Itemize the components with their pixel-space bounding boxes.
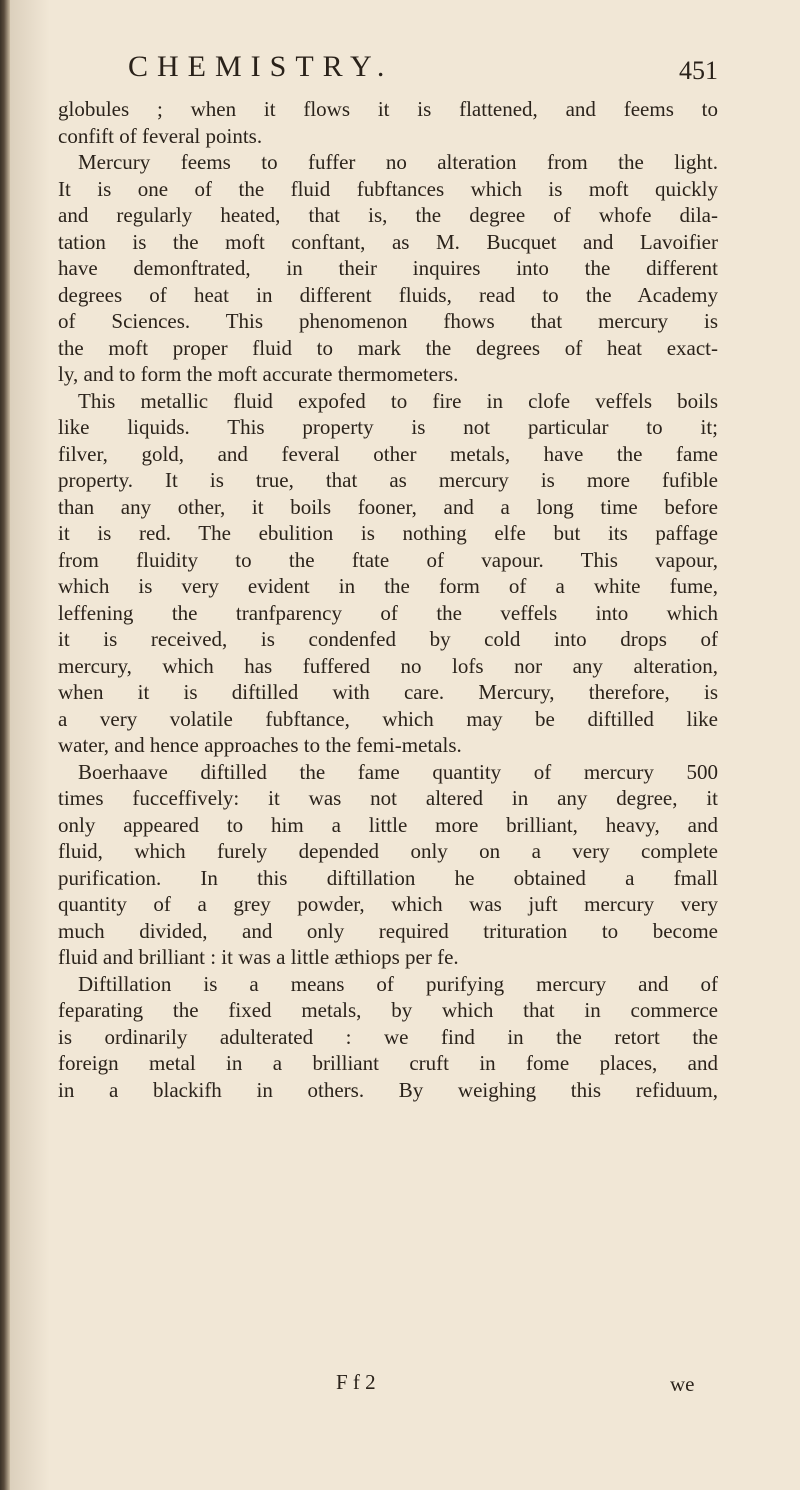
- text-line: degrees of heat in different fluids, read to the Academy: [58, 282, 718, 307]
- catchword: we: [670, 1372, 695, 1396]
- text-line: when it is diftilled with care. Mercury, therefore, is: [58, 680, 718, 704]
- text-line: the moft proper fluid to mark the degrees of heat exact-: [58, 335, 718, 360]
- text-line: foreign metal in a brilliant cruft in fome places, and: [58, 1051, 718, 1075]
- text-line: from fluidity to the ftate of vapour. This vapour,: [58, 547, 718, 572]
- page-number: 451: [679, 56, 718, 85]
- text-line: It is one of the fluid fubftances which is moft quickly: [58, 176, 718, 201]
- text-line: water, and hence approaches to the femi-metals.: [58, 733, 462, 757]
- text-line: fluid, which furely depended only on a very complete: [58, 839, 718, 863]
- text-line: only appeared to him a little more brilliant, heavy, and: [58, 812, 718, 837]
- book-gutter: [0, 0, 10, 1490]
- text-line: which is very evident in the form of a white fume,: [58, 574, 718, 598]
- text-line: tation is the moft conftant, as M. Bucquet and Lavoifier: [58, 229, 718, 254]
- text-line: is ordinarily adulterated : we find in the retort the: [58, 1024, 718, 1049]
- text-line: fluid and brilliant : it was a little æthiops per fe.: [58, 945, 459, 969]
- running-head: CHEMISTRY.: [128, 50, 394, 83]
- text-line: purification. In this diftillation he obtained a fmall: [58, 865, 718, 890]
- text-line: globules ; when it flows it is flattened, and feems to: [58, 97, 718, 121]
- text-line: filver, gold, and feveral other metals, have the fame: [58, 441, 718, 466]
- text-line: it is red. The ebulition is nothing elfe but its paffage: [58, 521, 718, 545]
- text-line: Boerhaave diftilled the fame quantity of mercury 500: [78, 759, 718, 784]
- text-line: it is received, is condenfed by cold into drops of: [58, 627, 718, 651]
- body-text: [58, 96, 718, 1103]
- text-line: have demonftrated, in their inquires into the different: [58, 256, 718, 280]
- text-line: mercury, which has fuffered no lofs nor any alteration,: [58, 653, 718, 678]
- page-header: [58, 50, 718, 90]
- text-line: times fucceffively: it was not altered in any degree, it: [58, 786, 718, 810]
- text-line: a very volatile fubftance, which may be diftilled like: [58, 706, 718, 731]
- text-line: feparating the fixed metals, by which that in commerce: [58, 998, 718, 1022]
- text-line: quantity of a grey powder, which was juft mercury very: [58, 892, 718, 916]
- text-line: like liquids. This property is not particular to it;: [58, 415, 718, 439]
- text-line: than any other, it boils fooner, and a long time before: [58, 494, 718, 519]
- text-line: in a blackifh in others. By weighing this refiduum,: [58, 1077, 718, 1102]
- text-line: and regularly heated, that is, the degree of whofe dila-: [58, 203, 718, 227]
- text-line: This metallic fluid expofed to fire in clofe veffels boils: [78, 388, 718, 413]
- text-line: Diftillation is a means of purifying mercury and of: [78, 971, 718, 996]
- text-line: leffening the tranfparency of the veffels into which: [58, 600, 718, 625]
- gutter-shadow: [10, 0, 50, 1490]
- text-line: of Sciences. This phenomenon fhows that mercury is: [58, 309, 718, 333]
- signature-mark: F f 2: [336, 1370, 376, 1394]
- text-line: Mercury feems to fuffer no alteration from the light.: [78, 150, 718, 174]
- text-line: property. It is true, that as mercury is more fufible: [58, 468, 718, 492]
- text-line: much divided, and only required trituration to become: [58, 918, 718, 943]
- text-line: ly, and to form the moft accurate thermometers.: [58, 362, 459, 386]
- text-line: confift of feveral points.: [58, 123, 263, 148]
